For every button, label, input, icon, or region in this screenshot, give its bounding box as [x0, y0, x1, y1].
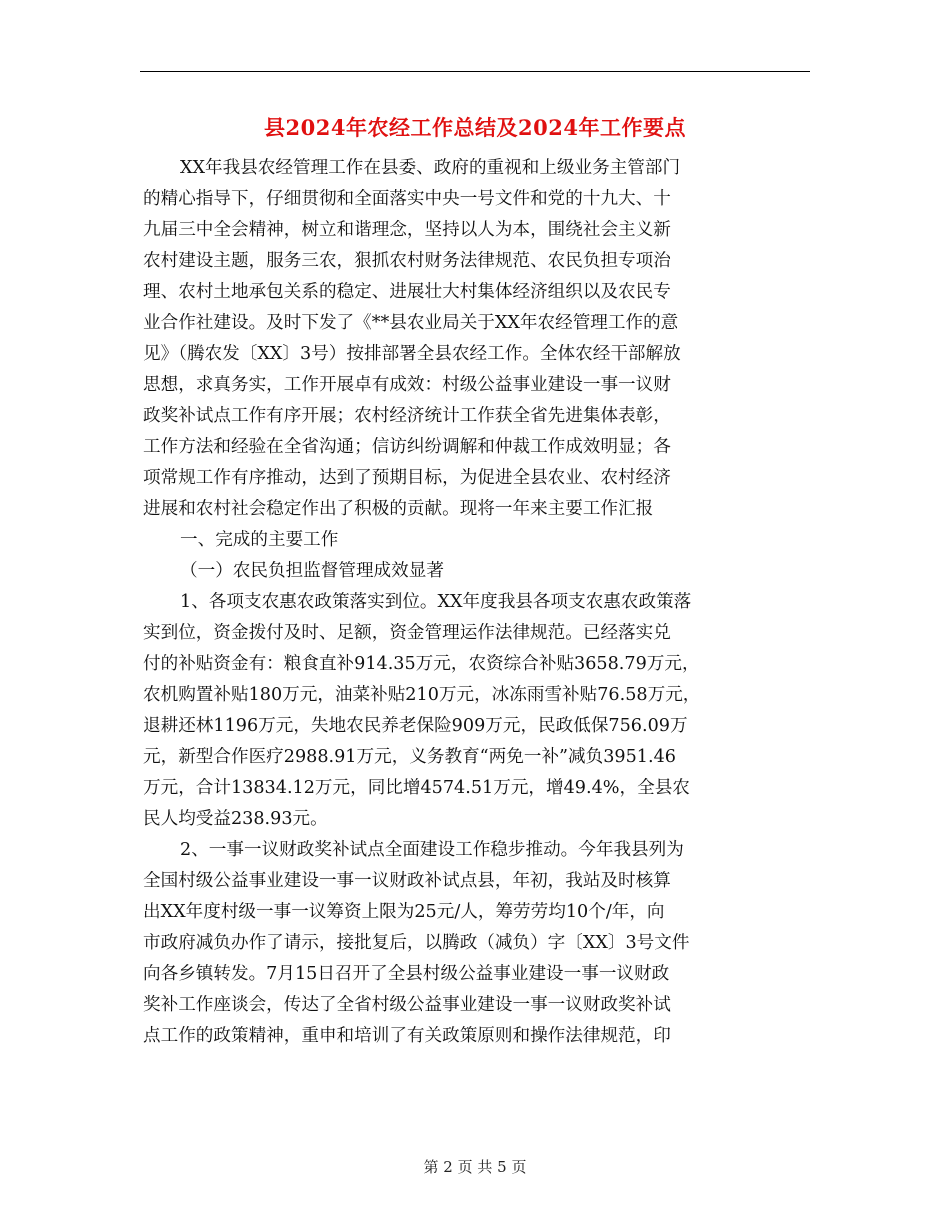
- text-line: 出XX年度村级一事一议筹资上限为25元/人，筹劳劳均10个/年，向: [143, 902, 665, 922]
- text-line: 退耕还林1196万元，失地农民养老保险909万元，民政低保756.09万: [143, 716, 688, 736]
- text-line: 民人均受益238.93元。: [143, 809, 328, 829]
- text-line: 付的补贴资金有：粮食直补914.35万元，农资综合补贴3658.79万元，: [143, 654, 700, 674]
- text-line: 奖补工作座谈会，传达了全省村级公益事业建设一事一议财政奖补试: [143, 995, 671, 1015]
- text-line: 工作方法和经验在全省沟通；信访纠纷调解和仲裁工作成效明显；各: [143, 437, 671, 457]
- text-line: 思想，求真务实，工作开展卓有成效：村级公益事业建设一事一议财: [143, 375, 671, 395]
- text-line: XX年我县农经管理工作在县委、政府的重视和上级业务主管部门: [180, 158, 681, 178]
- text-line: 1、各项支农惠农政策落实到位。XX年度我县各项支农惠农政策落: [180, 592, 692, 612]
- subsection-heading: （一）农民负担监督管理成效显著: [180, 561, 444, 581]
- text-line: 向各乡镇转发。7月15日召开了全县村级公益事业建设一事一议财政: [143, 964, 670, 984]
- text-line: 点工作的政策精神，重申和培训了有关政策原则和操作法律规范，印: [143, 1026, 671, 1046]
- document-title: 县2024年农经工作总结及2024年工作要点: [264, 115, 686, 140]
- text-line: 理、农村土地承包关系的稳定、进展壮大村集体经济组织以及农民专: [143, 282, 671, 302]
- text-line: 的精心指导下，仔细贯彻和全面落实中央一号文件和党的十九大、十: [143, 189, 671, 209]
- page-number-footer: 第 2 页 共 5 页: [423, 1158, 527, 1176]
- text-line: 全国村级公益事业建设一事一议财政补试点县，年初，我站及时核算: [143, 871, 671, 891]
- section-heading: 一、完成的主要工作: [180, 530, 339, 550]
- text-line: 市政府减负办作了请示，接批复后，以腾政（减负）字〔XX〕3号文件: [143, 933, 690, 953]
- text-line: 万元，合计13834.12万元，同比增4574.51万元，增49.4%，全县农: [143, 778, 690, 798]
- text-line: 农村建设主题，服务三农，狠抓农村财务法律规范、农民负担专项治: [143, 251, 671, 271]
- text-line: 九届三中全会精神，树立和谐理念，坚持以人为本，围绕社会主义新: [143, 220, 671, 240]
- text-line: 业合作社建设。及时下发了《**县农业局关于XX年农经管理工作的意: [143, 313, 679, 333]
- header-rule: [140, 71, 810, 72]
- text-line: 项常规工作有序推动，达到了预期目标，为促进全县农业、农村经济: [143, 468, 671, 488]
- text-line: 农机购置补贴180万元，油菜补贴210万元，冰冻雨雪补贴76.58万元，: [143, 685, 701, 705]
- text-line: 见》（腾农发〔XX〕3号）按排部署全县农经工作。全体农经干部解放: [143, 344, 681, 364]
- text-line: 政奖补试点工作有序开展；农村经济统计工作获全省先进集体表彰，: [143, 406, 671, 426]
- text-line: 进展和农村社会稳定作出了积极的贡献。现将一年来主要工作汇报: [143, 499, 654, 519]
- document-body: [143, 153, 815, 1052]
- text-line: 2、一事一议财政奖补试点全面建设工作稳步推动。今年我县列为: [180, 840, 684, 860]
- text-line: 元，新型合作医疗2988.91万元，义务教育“两免一补”减负3951.46: [143, 747, 676, 767]
- text-line: 实到位，资金拨付及时、足额，资金管理运作法律规范。已经落实兑: [143, 623, 671, 643]
